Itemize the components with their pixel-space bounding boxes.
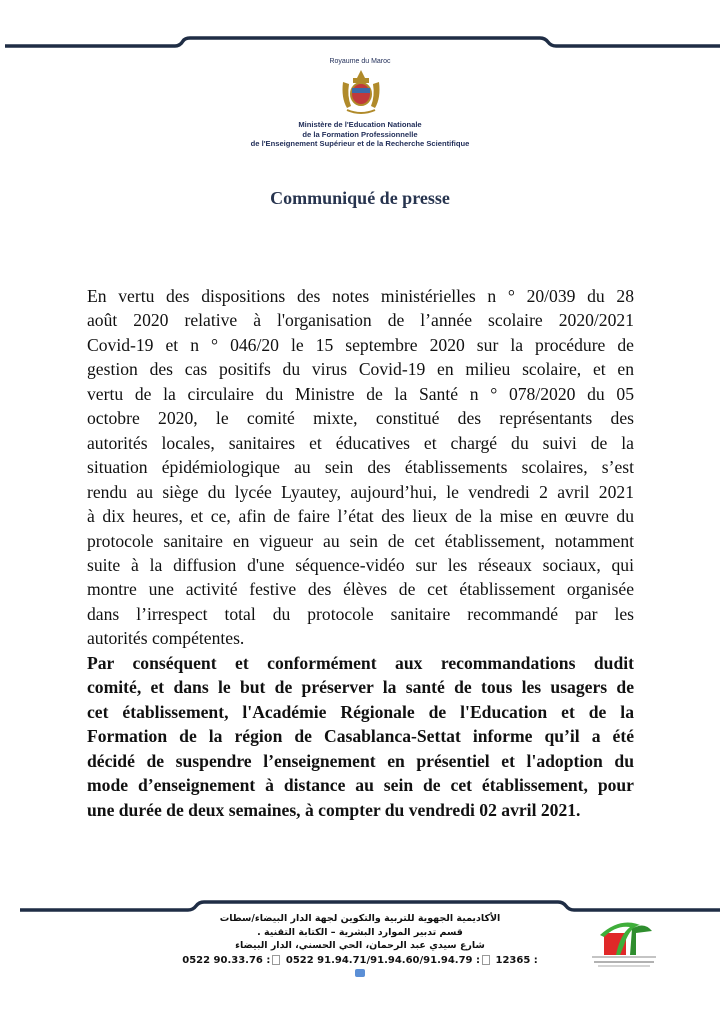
text-line: cet établissement, l'Académie Régionale de l'Education et de la bbox=[87, 701, 634, 722]
text-line: situation épidémiologique au sein des établissements scolaires, s’est bbox=[87, 457, 634, 478]
kingdom-label: Royaume du Maroc bbox=[329, 58, 391, 65]
phone-number: 0522 91.94.71/91.94.60/91.94.79 : bbox=[285, 954, 480, 966]
text-line: une durée de deux semaines, à compter du vendredi 02 avril 2021. bbox=[87, 799, 581, 820]
text-line: montre une activité festive des élèves de cet établissement organisée bbox=[87, 579, 634, 600]
footer-contacts bbox=[180, 954, 540, 981]
text-line: suite à la diffusion d'une séquence-vidéo sur les réseaux sociaux, qui bbox=[87, 554, 634, 575]
text-line: dans l’irrespect total du protocole sanitaire recommandé par les bbox=[87, 603, 634, 624]
text-line: Covid-19 et n ° 046/20 le 15 septembre 2020 sur la procédure de bbox=[87, 334, 634, 355]
ministry-line: de la Formation Professionnelle bbox=[302, 129, 418, 139]
text-line: comité, et dans le but de préserver la santé de tous les usagers de bbox=[87, 677, 634, 698]
footer-line: قسم تدبير الموارد البشرية – الكتابة التقنية . bbox=[257, 926, 463, 938]
text-line: vertu de la circulaire du Ministre de la Santé n ° 078/2020 du 05 bbox=[87, 383, 634, 404]
footer-address bbox=[180, 912, 540, 981]
academy-logo bbox=[590, 915, 660, 975]
fax-number: 0522 90.33.76 : bbox=[182, 954, 271, 966]
fax-icon bbox=[272, 955, 280, 965]
text-line: autorités locales, sanitaires et éducatives et chargé du suivi de la bbox=[87, 432, 634, 453]
text-line: autorités compétentes. bbox=[87, 628, 245, 649]
phone-icon bbox=[482, 955, 490, 965]
text-line: mode d’enseignement à distance au sein de cet établissement, pour bbox=[87, 775, 634, 796]
text-line: octobre 2020, le comité mixte, constitué des représentants des bbox=[87, 408, 634, 429]
document-title: Communiqué de presse bbox=[270, 188, 450, 208]
text-line: Par conséquent et conformément aux recommandations dudit bbox=[87, 652, 634, 673]
text-line: gestion des cas positifs du virus Covid-19 en milieu scolaire, et en bbox=[87, 359, 634, 380]
footer-line: الأكاديمية الجهوية للتربية والتكوين لجهة الدار البيضاء/سطات bbox=[219, 913, 501, 924]
text-line: août 2020 relative à l'organisation de l’année scolaire 2020/2021 bbox=[87, 310, 634, 331]
text-line: à dix heures, et ce, afin de faire l’état des lieux de la mise en œuvre du bbox=[87, 506, 634, 527]
ministry-line: Ministère de l'Education Nationale bbox=[298, 120, 422, 129]
ministry-line: de l'Enseignement Supérieur et de la Recherche Scientifique bbox=[250, 139, 470, 148]
text-line: protocole sanitaire en vigueur au sein de cet établissement, notamment bbox=[87, 530, 634, 551]
text-line: Formation de la région de Casablanca-Settat informe qu’il a été bbox=[87, 726, 634, 747]
speech-bubble-icon bbox=[355, 969, 365, 977]
text-line: En vertu des dispositions des notes ministérielles n ° 20/039 du 28 bbox=[87, 286, 634, 306]
text-line: rendu au siège du lycée Lyautey, aujourd’hui, le vendredi 2 avril 2021 bbox=[87, 481, 634, 502]
hotline-number: 12365 : bbox=[495, 954, 538, 966]
text-line: décidé de suspendre l’enseignement en présentiel et l'adoption du bbox=[87, 750, 634, 771]
footer-line: شارع سيدي عبد الرحمان، الحي الحسني، الدار البيضاء bbox=[235, 940, 485, 951]
